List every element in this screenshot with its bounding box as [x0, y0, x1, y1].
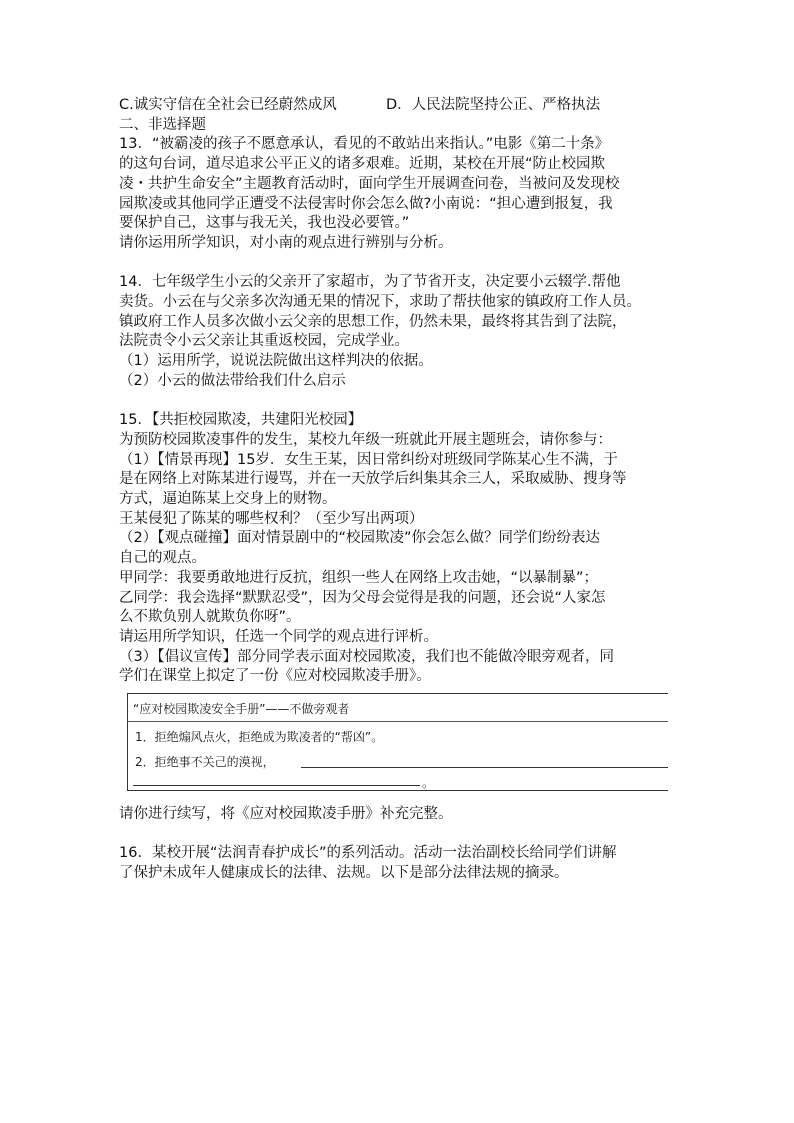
handbook-title: “应对校园欺凌安全手册”——不做旁观者: [133, 702, 350, 717]
section-heading: 二、非选择题: [119, 116, 206, 133]
q15-line: 甲同学：我要勇敢地进行反抗，组织一些人在网络上攻击她，“以暴制暴”；: [119, 569, 599, 586]
handbook-table: [127, 693, 668, 791]
exam-page: [119, 96, 679, 884]
q13-line: 13．“被霸凌的孩子不愿意承认，看见的不敢站出来指认。”电影《第二十条》: [119, 136, 610, 153]
handbook-item-1: 1．拒绝煽风点火，拒绝成为欺凌者的“帮凶”。: [135, 730, 384, 745]
q14-line: 卖货。小云在与父亲多次沟通无果的情况下，求助了帮扶他家的镇政府工作人员。: [119, 294, 641, 311]
spacer: [119, 254, 679, 274]
q13-line: 的这句台词，道尽追求公平正义的诸多艰难。近期，某校在开展“防止校园欺: [119, 156, 606, 173]
handbook-item-2: 2．拒绝事不关己的漠视，: [135, 755, 275, 770]
q15-line: 乙同学：我会选择“默默忍受”，因为父母会觉得是我的问题，还会说“人家怎: [119, 589, 606, 606]
q15-line: （2）【观点碰撞】面对情景剧中的“校园欺凌”你会怎么做？同学们纷纷表达: [119, 530, 600, 547]
q13-line: 园欺凌或其他同学正遭受不法侵害时你会怎么做?小南说：“担心遭到报复，我: [119, 195, 613, 212]
spacer: [119, 825, 679, 845]
q15-line: 自己的观点。: [119, 550, 206, 567]
question-14: [119, 273, 679, 391]
q14-subquestion: （1）运用所学，说说法院做出这样判决的依据。: [119, 353, 433, 370]
q14-line: 14．七年级学生小云的父亲开了家超市，为了节省开支，决定要小云辍学.帮他: [119, 274, 621, 291]
question-15: [119, 411, 679, 825]
options-row: [119, 96, 679, 116]
answer-blank-line[interactable]: [133, 785, 420, 786]
table-divider: [127, 721, 668, 722]
q15-line: 方式，逼迫陈某上交身上的财物。: [119, 491, 337, 508]
option-c: C.诚实守信在全社会已经蔚然成风: [119, 97, 337, 113]
spacer: [119, 392, 679, 412]
table-left-border: [127, 694, 128, 790]
handbook-end-mark: 。: [422, 776, 435, 791]
q15-line: （3）【倡议宣传】部分同学表示面对校园欺凌，我们也不能做冷眼旁观者，同: [119, 648, 614, 665]
q16-line: 16．某校开展“法润青春护成长”的系列活动。活动一法治副校长给同学们讲解: [119, 845, 617, 862]
q15-line: 请运用所学知识，任选一个同学的观点进行评析。: [119, 628, 438, 645]
q13-line: 要保护自己，这事与我无关，我也没必要管。”: [119, 215, 410, 232]
q15-line: 是在网络上对陈某进行谩骂，并在一天放学后纠集其余三人，采取威胁、搜身等: [119, 471, 627, 488]
question-13: [119, 135, 679, 253]
q15-line: 么不欺负别人就欺负你呀”。: [119, 609, 301, 626]
q15-title: 15．【共拒校园欺凌，共建阳光校园】: [119, 412, 363, 429]
answer-blank-line[interactable]: [301, 767, 668, 768]
q14-line: 镇政府工作人员多次做小云父亲的思想工作，仍然未果，最终将其告到了法院，: [119, 313, 627, 330]
q14-line: 法院责令小云父亲让其重返校园，完成学业。: [119, 333, 409, 350]
q15-line: 学们在课堂上拟定了一份《应对校园欺凌手册》。: [119, 668, 431, 685]
q13-line: 请你运用所学知识，对小南的观点进行辨别与分析。: [119, 234, 453, 251]
q15-line: 王某侵犯了陈某的哪些权利？（至少写出两项）: [119, 510, 424, 527]
q15-line: 为预防校园欺凌事件的发生，某校九年级一班就此开展主题班会，请你参与：: [119, 431, 612, 448]
q15-line: （1）【情景再现】15岁．女生王某，因日常纠纷对班级同学陈某心生不满，于: [119, 451, 618, 468]
q14-subquestion: （2）小云的做法带给我们什么启示: [119, 372, 346, 389]
q16-line: 了保护未成年人健康成长的法律、法规。以下是部分法律法规的摘录。: [119, 865, 569, 882]
q13-line: 凌・共护生命安全”主题教育活动时，面向学生开展调查问卷，当被问及发现校: [119, 175, 620, 192]
option-d: D．人民法院坚持公正、严格执法: [386, 97, 601, 113]
q15-line: 请你进行续写，将《应对校园欺凌手册》补充完整。: [119, 806, 453, 823]
question-16: [119, 844, 679, 883]
